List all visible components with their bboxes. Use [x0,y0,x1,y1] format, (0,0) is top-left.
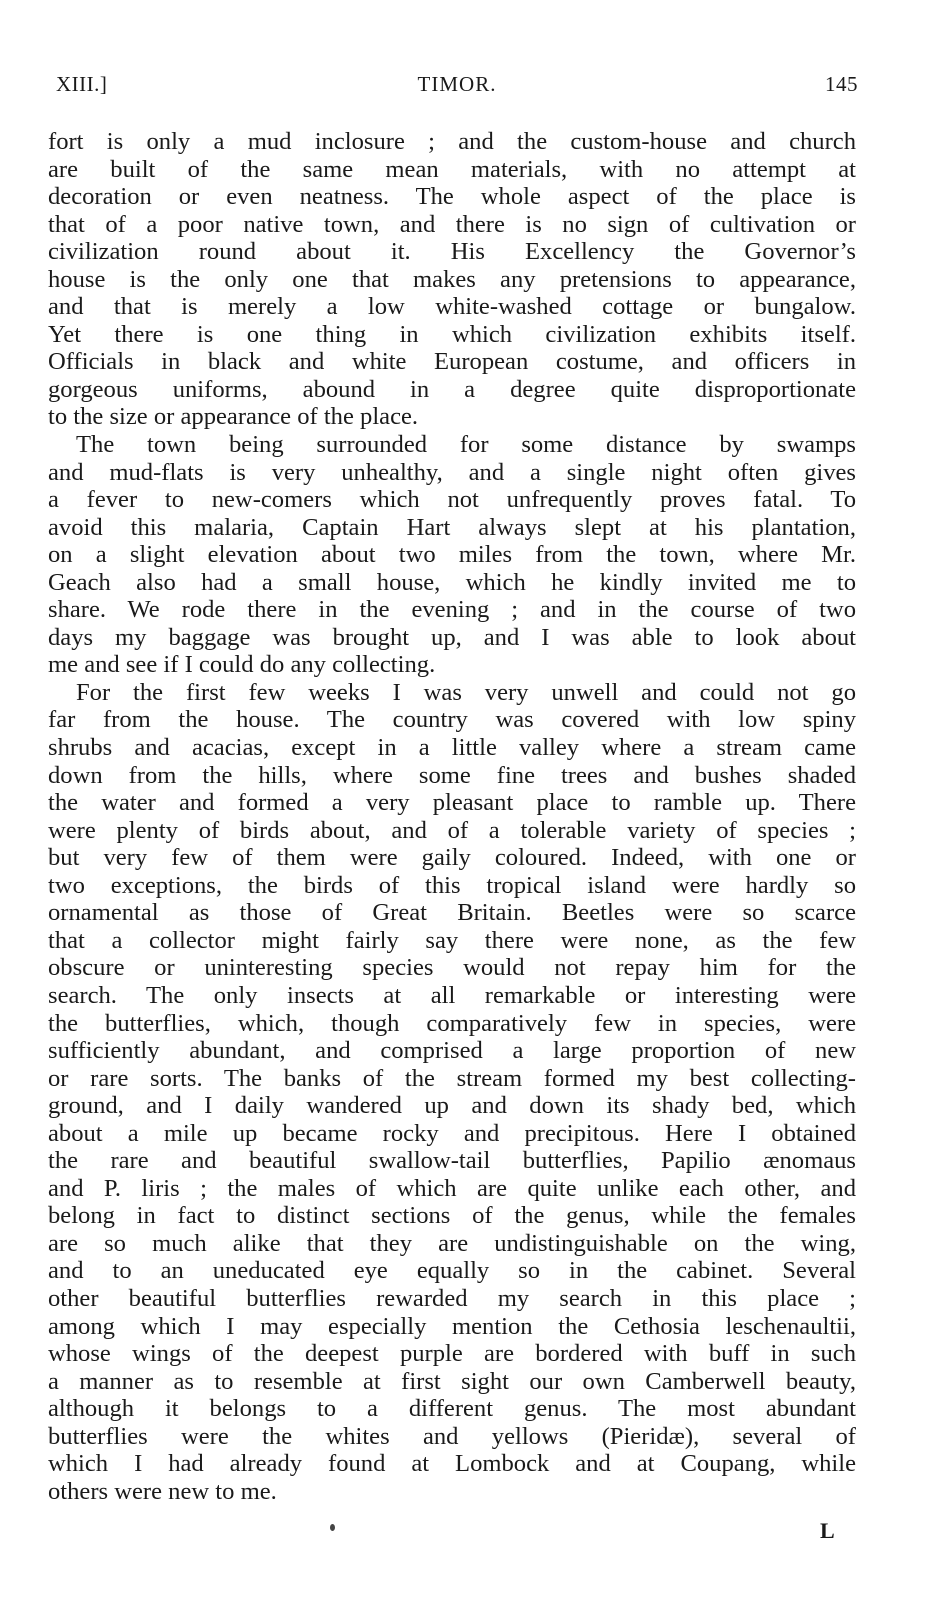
text-line: belong in fact to distinct sections of the genus, while the females [48,1202,856,1230]
body-text [48,128,856,1505]
text-line: civilization round about it. His Excellency the Governor’s [48,238,856,266]
text-line: are so much alike that they are undistinguishable on the wing, [48,1229,856,1257]
text-line: The town being surrounded for some distance by swamps [76,431,856,459]
running-head [56,72,858,102]
text-line: me and see if I could do any collecting. [48,651,436,679]
text-line: house is the only one that makes any pretensions to appearance, [48,265,856,293]
text-line: were plenty of birds about, and of a tolerable variety of species ; [48,816,856,844]
text-line: ground, and I daily wandered up and down its shady bed, which [48,1092,856,1120]
text-line: sufficiently abundant, and comprised a large proportion of new [48,1037,856,1065]
text-line: whose wings of the deepest purple are bordered with buff in such [48,1340,856,1368]
text-line: the water and formed a very pleasant place to ramble up. There [48,789,856,817]
text-line: but very few of them were gaily coloured. Indeed, with one or [48,844,856,872]
text-line: a manner as to resemble at first sight our own Camberwell beauty, [48,1367,856,1395]
signature-mark: L [820,1518,835,1543]
text-line: others were new to me. [48,1477,277,1505]
text-line: shrubs and acacias, except in a little valley where a stream came [48,734,856,762]
text-line: butterflies were the whites and yellows (Pieridæ), several of [48,1422,856,1450]
text-line: share. We rode there in the evening ; and in the course of two [48,596,856,624]
text-line: search. The only insects at all remarkable or interesting were [48,981,856,1009]
running-title: TIMOR. [417,72,497,96]
text-line: obscure or uninteresting species would not repay him for the [48,954,856,982]
text-line: gorgeous uniforms, abound in a degree quite disproportionate [48,375,856,403]
text-line: Yet there is one thing in which civilization exhibits itself. [48,320,856,348]
paragraph [48,128,856,431]
text-line: and to an uneducated eye equally so in the cabinet. Several [48,1257,856,1285]
text-line: and that is merely a low white-washed cottage or bungalow. [48,293,856,321]
text-line: that of a poor native town, and there is no sign of cultivation or [48,210,856,238]
text-line: two exceptions, the birds of this tropical island were hardly so [48,871,856,899]
text-line: and mud-flats is very unhealthy, and a single night often gives [48,458,856,486]
text-line: Geach also had a small house, which he kindly invited me to [48,568,856,596]
text-line: a fever to new-comers which not unfrequently proves fatal. To [48,486,856,514]
text-line: For the first few weeks I was very unwell and could not go [76,678,856,706]
text-line: Officials in black and white European costume, and officers in [48,348,856,376]
text-line: the rare and beautiful swallow-tail butterflies, Papilio ænomaus [48,1147,856,1175]
text-line: days my baggage was brought up, and I was able to look about [48,623,856,651]
text-line: although it belongs to a different genus. The most abundant [48,1395,856,1423]
text-line: or rare sorts. The banks of the stream formed my best collecting- [48,1064,856,1092]
paragraph [48,431,856,679]
page-number: 145 [825,72,858,96]
text-line: among which I may especially mention the Cethosia leschenaultii, [48,1312,856,1340]
text-line: other beautiful butterflies rewarded my search in this place ; [48,1284,856,1312]
text-line: about a mile up became rocky and precipitous. Here I obtained [48,1119,856,1147]
text-line: are built of the same mean materials, with no attempt at [48,155,856,183]
text-line: to the size or appearance of the place. [48,403,419,431]
text-line: and P. liris ; the males of which are quite unlike each other, and [48,1174,856,1202]
chapter-marker: XIII.] [56,72,108,96]
text-line: on a slight elevation about two miles from the town, where Mr. [48,541,856,569]
ink-speck [330,1524,335,1531]
text-line: far from the house. The country was covered with low spiny [48,706,856,734]
text-line: which I had already found at Lombock and at Coupang, while [48,1450,856,1478]
text-line: the butterflies, which, though comparatively few in species, were [48,1009,856,1037]
text-line: decoration or even neatness. The whole aspect of the place is [48,183,856,211]
text-line: ornamental as those of Great Britain. Beetles were so scarce [48,899,856,927]
text-line: fort is only a mud inclosure ; and the custom-house and church [48,128,856,155]
text-line: that a collector might fairly say there were none, as the few [48,926,856,954]
text-line: down from the hills, where some fine trees and bushes shaded [48,761,856,789]
paragraph [48,679,856,1505]
text-line: avoid this malaria, Captain Hart always slept at his plantation, [48,513,856,541]
